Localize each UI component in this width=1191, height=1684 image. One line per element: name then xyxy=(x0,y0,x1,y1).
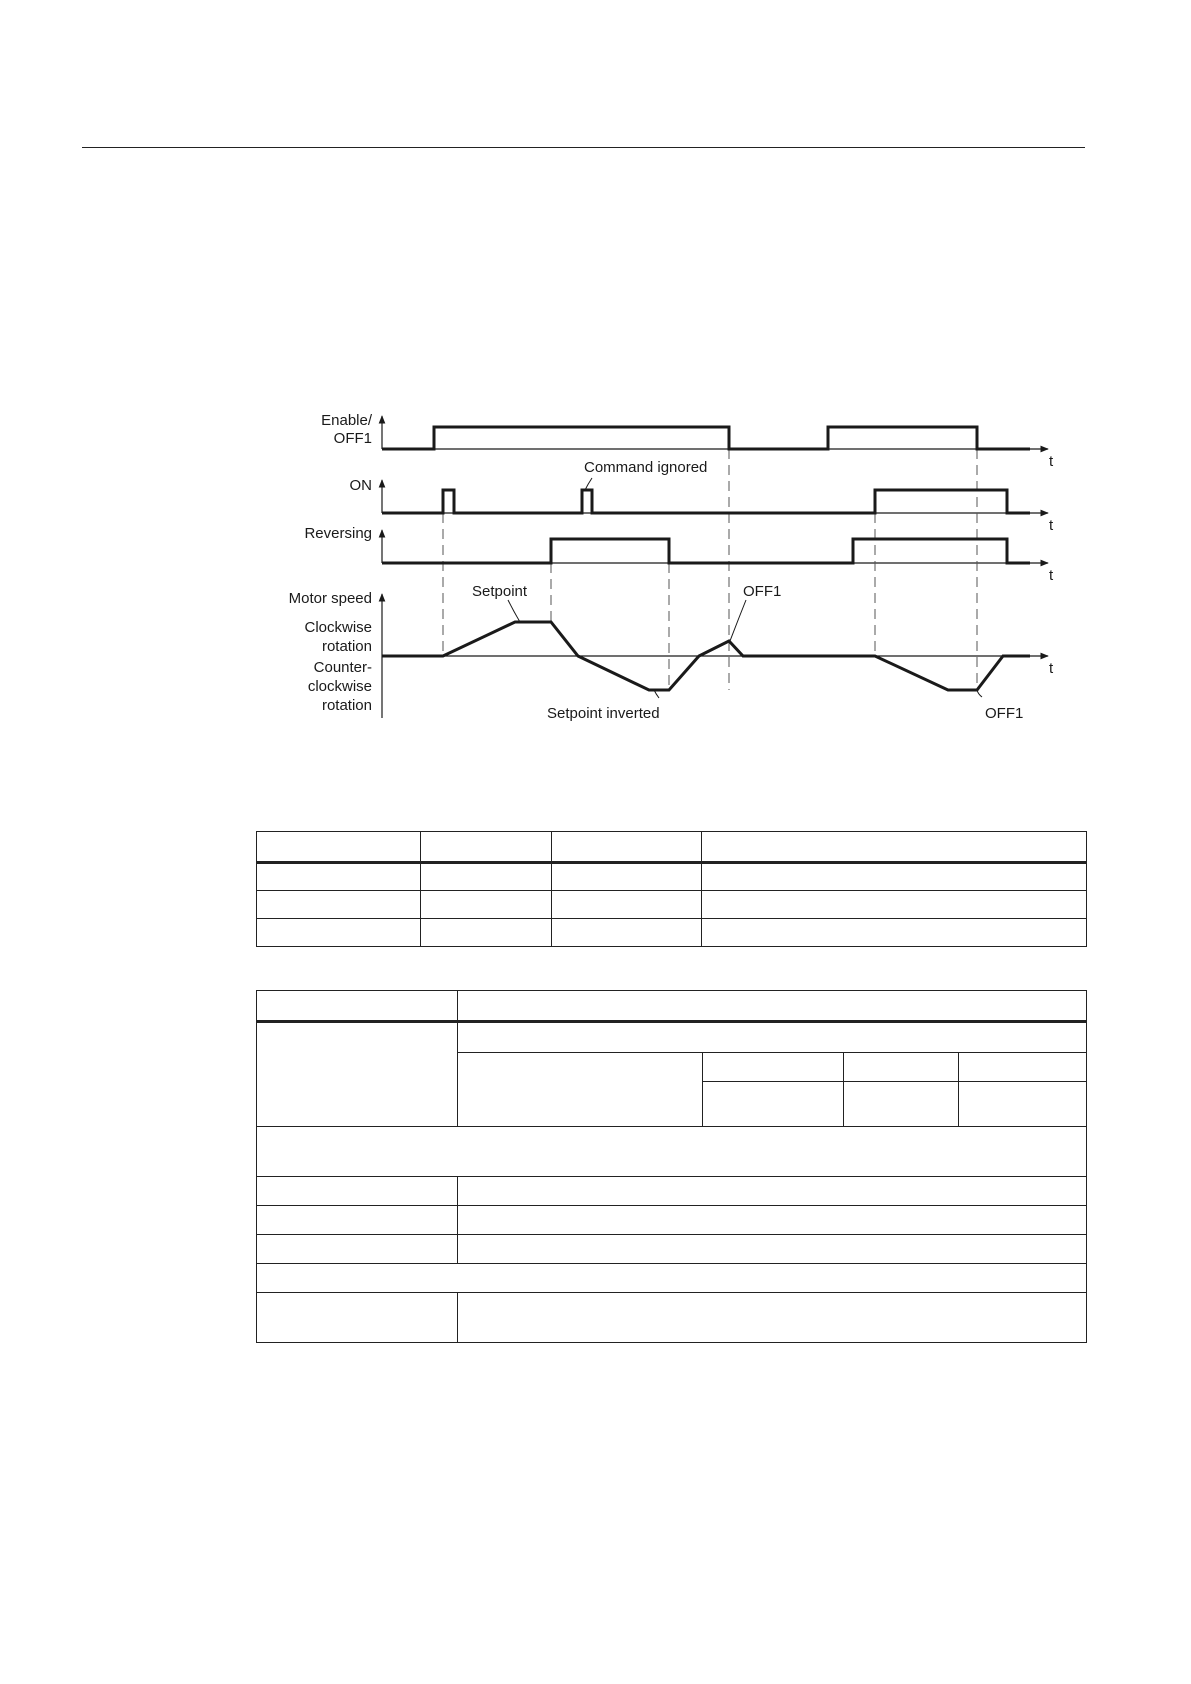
table-cell xyxy=(421,919,552,947)
dashed-guides xyxy=(443,449,977,690)
table-cell xyxy=(702,919,1087,947)
on-trace xyxy=(382,490,1030,513)
table-cell xyxy=(458,1177,1087,1206)
table-cell xyxy=(458,1206,1087,1235)
table-cell xyxy=(257,1235,458,1264)
off1-bottom-leader xyxy=(977,690,982,697)
clockwise-label-line2: rotation xyxy=(321,638,372,655)
table-cell xyxy=(257,1022,458,1127)
time-axes xyxy=(382,449,1048,656)
reversing-label: Reversing xyxy=(304,525,372,542)
table-cell xyxy=(257,1206,458,1235)
motor-speed-label: Motor speed xyxy=(288,590,372,607)
setpoint-leader xyxy=(508,600,520,622)
table-row xyxy=(257,1022,1087,1053)
table-cell xyxy=(257,863,421,891)
table-cell xyxy=(458,1293,1087,1343)
off1-bottom-annotation: OFF1 xyxy=(985,705,1024,722)
table-row xyxy=(257,1206,1087,1235)
command-ignored-leader xyxy=(585,478,592,490)
table-cell xyxy=(702,863,1087,891)
table-cell xyxy=(421,891,552,919)
counter-label-line1: Counter- xyxy=(313,659,372,676)
setpoint-inverted-annotation: Setpoint inverted xyxy=(547,705,660,722)
enable-trace xyxy=(382,427,1030,449)
off1-top-leader xyxy=(730,600,746,641)
counter-label-line3: rotation xyxy=(321,697,372,714)
table-cell xyxy=(458,1022,1087,1053)
header-cell xyxy=(552,832,702,863)
table-cell xyxy=(257,1177,458,1206)
off1-top-annotation: OFF1 xyxy=(743,583,782,600)
table-row xyxy=(257,1127,1087,1177)
table-cell xyxy=(959,1082,1087,1127)
reversing-trace xyxy=(382,539,1030,563)
parameter-table xyxy=(256,831,1087,947)
table-cell xyxy=(703,1053,844,1082)
settings-table xyxy=(256,990,1087,1343)
table-cell xyxy=(552,863,702,891)
header-cell xyxy=(421,832,552,863)
table-row xyxy=(257,863,1087,891)
table-row xyxy=(257,1235,1087,1264)
table-cell xyxy=(257,1264,1087,1293)
table-cell xyxy=(844,1053,959,1082)
table-cell xyxy=(421,863,552,891)
counter-label-line2: clockwise xyxy=(307,678,372,695)
table-cell xyxy=(257,1127,1087,1177)
enable-label-line2: OFF1 xyxy=(333,430,372,447)
on-label: ON xyxy=(349,477,372,494)
table-row xyxy=(257,1177,1087,1206)
command-ignored-annotation: Command ignored xyxy=(584,459,708,476)
header-cell xyxy=(458,991,1087,1022)
table-cell xyxy=(257,1293,458,1343)
table-cell xyxy=(552,919,702,947)
header-cell xyxy=(257,991,458,1022)
t-label-on: t xyxy=(1049,517,1054,534)
table-cell xyxy=(257,919,421,947)
table-cell xyxy=(959,1053,1087,1082)
table-header-row xyxy=(257,832,1087,863)
header-cell xyxy=(257,832,421,863)
table-cell xyxy=(702,891,1087,919)
table-row xyxy=(257,1293,1087,1343)
table-cell xyxy=(458,1053,703,1127)
timing-diagram xyxy=(0,0,1191,740)
t-label-speed: t xyxy=(1049,660,1054,677)
table-row xyxy=(257,891,1087,919)
table-header-row xyxy=(257,991,1087,1022)
setpoint-annotation: Setpoint xyxy=(472,583,528,600)
t-label-enable: t xyxy=(1049,453,1054,470)
clockwise-label-line1: Clockwise xyxy=(304,619,372,636)
header-cell xyxy=(702,832,1087,863)
table-cell xyxy=(552,891,702,919)
table-cell xyxy=(844,1082,959,1127)
table-cell xyxy=(703,1082,844,1127)
table-cell xyxy=(257,891,421,919)
t-label-reversing: t xyxy=(1049,567,1054,584)
table-row xyxy=(257,919,1087,947)
table-row xyxy=(257,1264,1087,1293)
table-cell xyxy=(458,1235,1087,1264)
enable-label-line1: Enable/ xyxy=(321,412,372,429)
